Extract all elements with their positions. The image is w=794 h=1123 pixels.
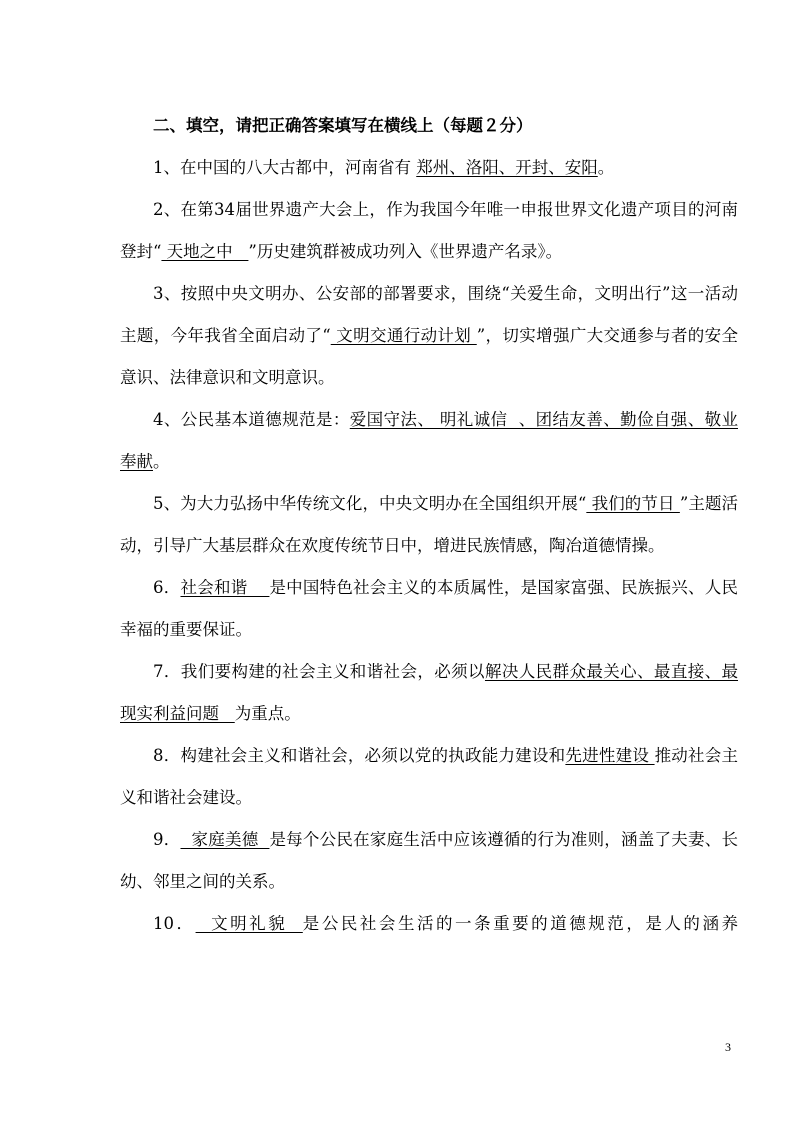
question-text: 8．构建社会主义和谐社会，必须以党的执政能力建设和 [153,746,566,765]
answer-blank: 文明礼貌 [195,914,303,933]
question-text: 6． [153,578,181,597]
answer-blank: 家庭美德 [180,830,270,849]
question-text: 3、按照中央文明办、公安部的部署要求，围绕“关爱生命，文明出行”这一活动主题，今年我省全面启动了“ [120,284,738,345]
question-item [120,819,738,903]
question-text: 4、公民基本道德规范是： [153,410,350,429]
question-text: 为重点。 [234,704,301,723]
question-text: 是中国特色社会主义的本质属性，是国家富强、民族振兴、人民幸福的重要保证。 [120,578,739,639]
question-text: 。 [153,452,170,471]
question-list [120,147,738,945]
question-item [120,651,738,735]
question-item [120,903,738,945]
question-item [120,483,738,567]
answer-blank: 文明交通行动计划 [330,326,477,345]
question-text: 是每个公民在家庭生活中应该遵循的行为准则，涵盖了夫妻、长幼、邻里之间的关系。 [120,830,739,891]
question-text: 。 [597,158,615,177]
question-text: ”历史建筑群被成功列入《世界遗产名录》。 [248,242,563,261]
answer-blank: 先进性建设 [565,746,655,765]
question-item [120,567,738,651]
question-text: 7．我们要构建的社会主义和谐社会，必须以 [153,662,485,681]
question-item [120,147,738,189]
question-text: 推动社会主义和谐社会建设。 [120,746,739,807]
question-text: 5、为大力弘扬中华传统文化，中央文明办在全国组织开展“ [153,494,587,513]
question-item [120,735,738,819]
question-text: 是公民社会生活的一条重要的道德规范，是人的涵养 [302,914,738,933]
answer-blank: 天地之中 [161,242,249,261]
answer-blank: 爱国守法、 明礼诚信 、团结友善、勤俭自强、敬业奉献 [120,410,738,471]
page-content [120,105,738,945]
question-text: 2、在第34届世界遗产大会上，作为我国今年唯一申报世界文化遗产项目的河南登封“ [120,200,738,261]
question-text: ”，切实增强广大交通参与者的安全意识、法律意识和文明意识。 [120,326,739,387]
answer-blank: 解决人民群众最关心、最直接、最现实利益问题 [120,662,739,723]
answer-blank: 郑州、洛阳、开封、安阳 [416,158,598,177]
question-text: 10． [153,914,196,933]
section-heading: 二、填空，请把正确答案填写在横线上（每题２分） [153,116,533,135]
answer-blank: 我们的节日 [586,494,680,513]
question-item [120,399,738,483]
question-text: ”主题活动，引导广大基层群众在欢度传统节日中，增进民族情感，陶冶道德情操。 [120,494,739,555]
question-item [120,189,738,273]
answer-blank: 社会和谐 [180,578,270,597]
question-text: 1、在中国的八大古都中，河南省有 [153,158,417,177]
page-number: 3 [725,1040,731,1054]
question-item [120,273,738,399]
question-text: 9． [153,830,181,849]
